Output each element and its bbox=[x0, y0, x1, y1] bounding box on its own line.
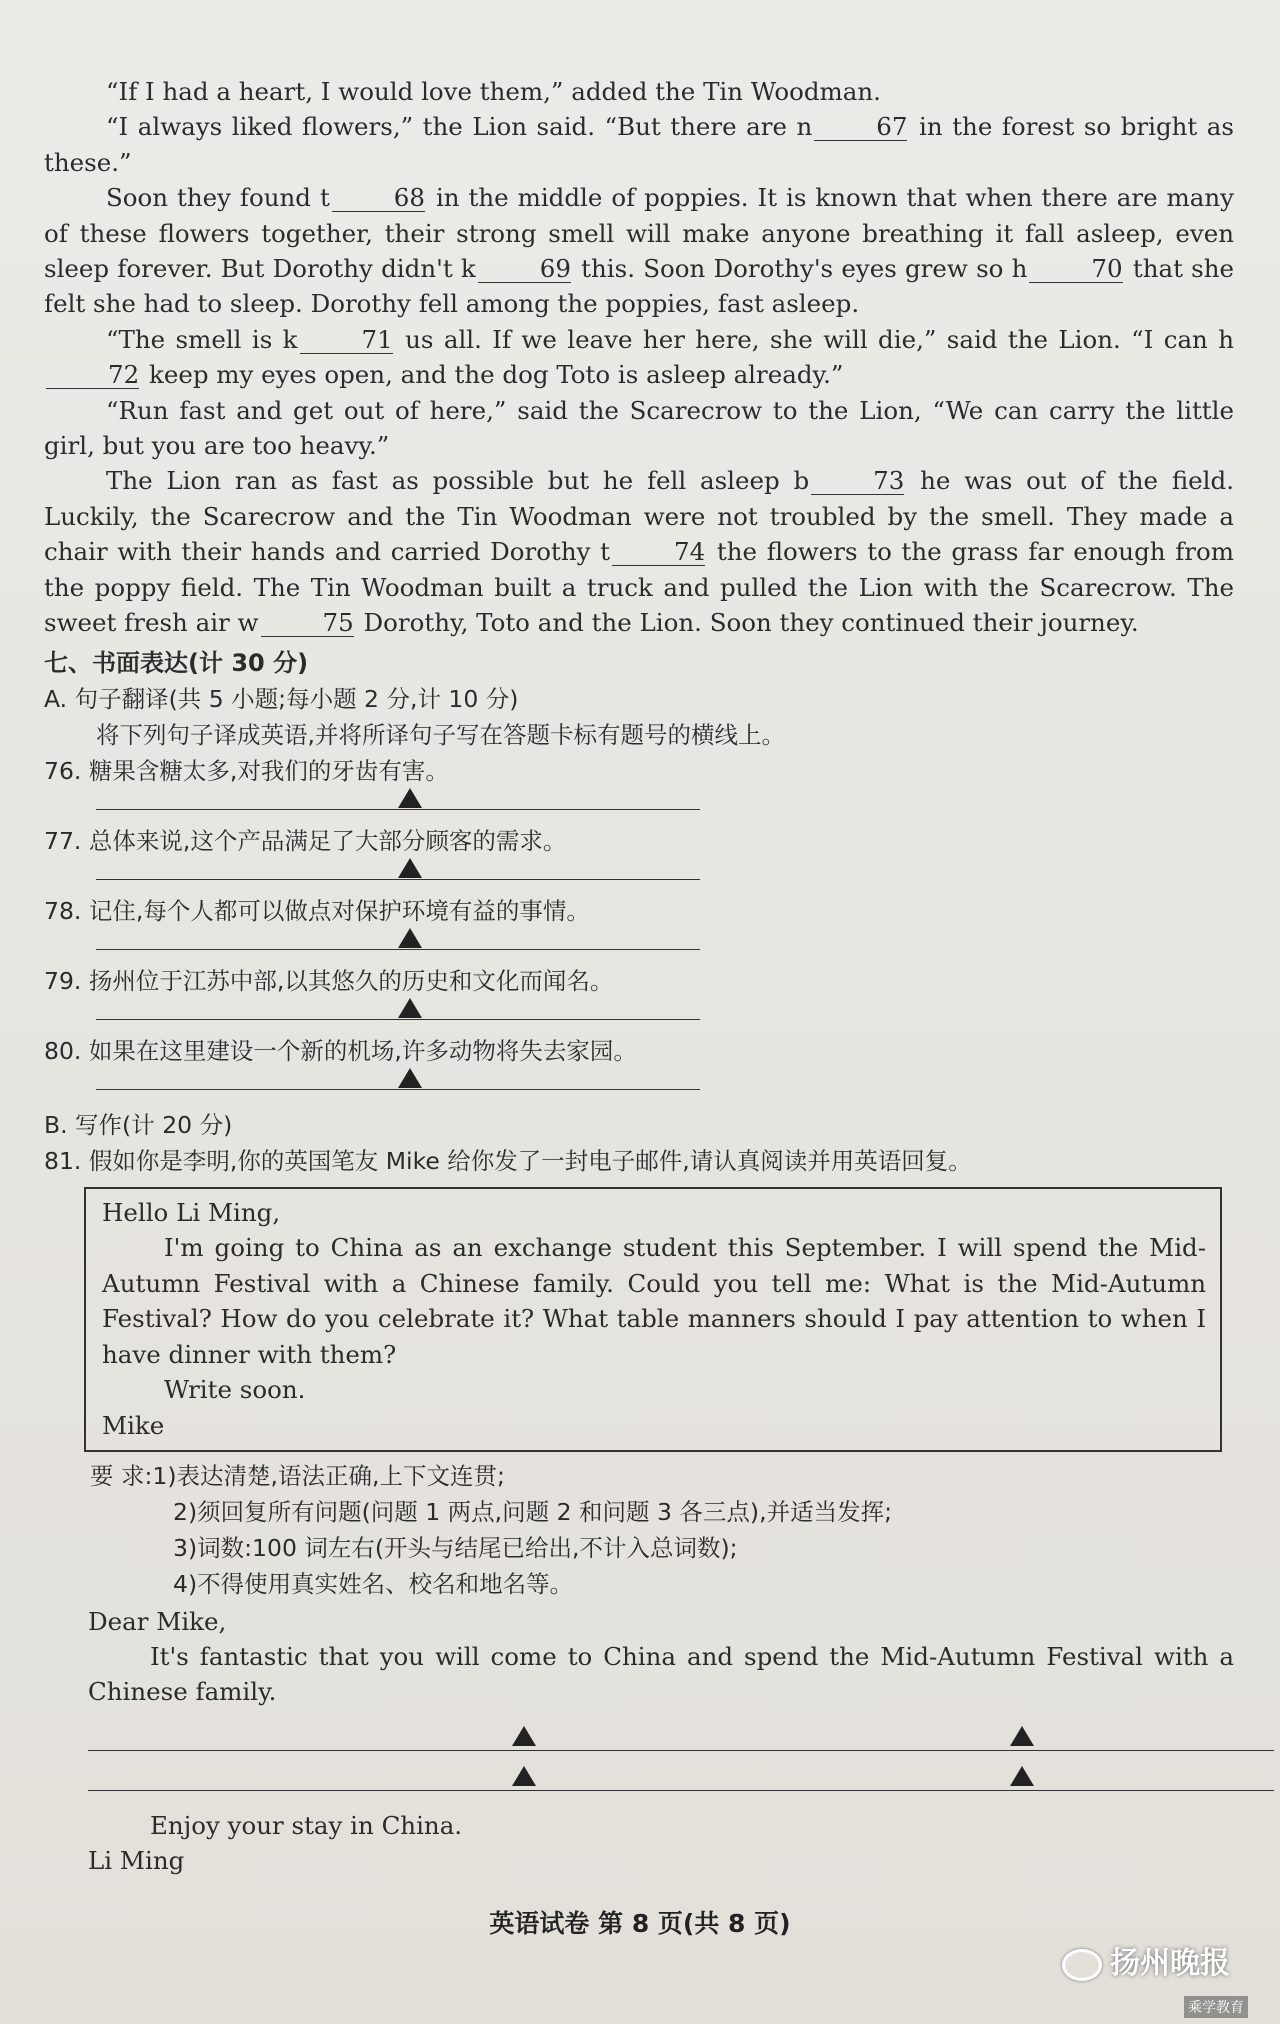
translation-item-77 bbox=[44, 823, 1234, 893]
writing-line bbox=[88, 1790, 1274, 1791]
blank-71: 71 bbox=[300, 327, 393, 354]
email-closing: Write soon. bbox=[164, 1375, 306, 1405]
watermark-name: 扬州晚报 bbox=[1110, 1946, 1230, 1981]
question-81: 81. 假如你是李明,你的英国笔友 Mike 给你发了一封电子邮件,请认真阅读并用英语回复。 bbox=[44, 1146, 972, 1175]
passage-p4 bbox=[44, 322, 1234, 393]
triangle-marker-icon bbox=[512, 1766, 536, 1786]
item-text: 扬州位于江苏中部,以其悠久的历史和文化而闻名。 bbox=[88, 966, 614, 995]
email-body: I'm going to China as an exchange student this September. I will spend the Mid-Autumn Festival with a Chinese family. Could you tell me: What is the Mid-Autumn Festival? How do you celebrate it? What table manners should I pay attention to when I have dinner with them? bbox=[102, 1233, 1206, 1369]
passage-text: “The smell is k bbox=[106, 324, 298, 354]
triangle-marker-icon bbox=[512, 1726, 536, 1746]
blank-67: 67 bbox=[814, 114, 907, 141]
passage-text: us all. If we leave her here, she will die,” said the Lion. “I can h bbox=[405, 324, 1234, 354]
item-number: 76. bbox=[44, 756, 82, 785]
translation-item-76 bbox=[44, 753, 1234, 823]
passage-p2 bbox=[44, 109, 1234, 180]
translation-item-79 bbox=[44, 963, 1234, 1033]
passage-text: in the middle of poppies. It is known that when there are many of these flowers together, their strong smell will make anyone breathing it fall asleep, even sleep forever. But Dorothy didn't k bbox=[44, 183, 1234, 284]
writing-area bbox=[44, 1716, 1234, 1808]
answer-line bbox=[96, 1019, 700, 1020]
triangle-marker-icon bbox=[398, 928, 422, 948]
blank-75: 75 bbox=[261, 610, 354, 637]
item-text: 记住,每个人都可以做点对保护环境有益的事情。 bbox=[88, 896, 590, 925]
answer-line bbox=[96, 879, 700, 880]
translation-item-78 bbox=[44, 893, 1234, 963]
requirements bbox=[44, 1458, 1234, 1602]
triangle-marker-icon bbox=[398, 788, 422, 808]
item-text: 糖果含糖太多,对我们的牙齿有害。 bbox=[88, 756, 449, 785]
passage-text: this. Soon Dorothy's eyes grew so h bbox=[581, 254, 1028, 284]
translation-item-80 bbox=[44, 1033, 1234, 1103]
passage-p1: “If I had a heart, I would love them,” added the Tin Woodman. bbox=[106, 77, 881, 106]
section-b-title: B. 写作(计 20 分) bbox=[44, 1110, 233, 1139]
wechat-icon bbox=[1062, 1949, 1102, 1981]
watermark bbox=[1062, 1938, 1230, 1982]
section-a-instructions: 将下列句子译成英语,并将所译句子写在答题卡标有题号的横线上。 bbox=[96, 720, 785, 749]
blank-68: 68 bbox=[332, 185, 425, 212]
answer-line bbox=[96, 949, 700, 950]
email-box bbox=[84, 1187, 1222, 1452]
passage-text: Dorothy, Toto and the Lion. Soon they continued their journey. bbox=[363, 608, 1139, 638]
passage-text: keep my eyes open, and the dog Toto is asleep already.” bbox=[148, 360, 844, 390]
passage-p6 bbox=[44, 463, 1234, 640]
passage-text: in the forest so bright as these.” bbox=[44, 112, 1234, 177]
item-number: 80. bbox=[44, 1036, 82, 1065]
item-text: 如果在这里建设一个新的机场,许多动物将失去家园。 bbox=[88, 1036, 637, 1065]
section-a-title: A. 句子翻译(共 5 小题;每小题 2 分,计 10 分) bbox=[44, 684, 519, 713]
item-number: 77. bbox=[44, 826, 82, 855]
answer-line bbox=[96, 809, 700, 810]
requirement-3: 3)词数:100 词左右(开头与结尾已给出,不计入总词数); bbox=[173, 1533, 738, 1562]
passage-text: he was out of the field. Luckily, the Scarecrow and the Tin Woodman were not troubled by the smell. They made a chair with their hands and carried Dorothy t bbox=[44, 466, 1234, 567]
blank-73: 73 bbox=[811, 468, 904, 495]
page-content bbox=[44, 74, 1234, 1879]
item-number: 79. bbox=[44, 966, 82, 995]
item-number: 78. bbox=[44, 896, 82, 925]
triangle-marker-icon bbox=[398, 858, 422, 878]
reply-closing: Enjoy your stay in China. bbox=[150, 1810, 463, 1840]
requirement-1: 要 求:1)表达清楚,语法正确,上下文连贯; bbox=[90, 1461, 505, 1490]
passage-text: “I always liked flowers,” the Lion said. “But there are n bbox=[106, 112, 813, 142]
page-footer: 英语试卷 第 8 页(共 8 页) bbox=[489, 1909, 791, 1938]
passage-p3 bbox=[44, 180, 1234, 322]
triangle-marker-icon bbox=[398, 998, 422, 1018]
watermark-logo: 乘学教育 bbox=[1184, 1996, 1248, 2018]
triangle-marker-icon bbox=[1010, 1766, 1034, 1786]
blank-72: 72 bbox=[46, 362, 139, 389]
passage-p5: “Run fast and get out of here,” said the Scarecrow to the Lion, “We can carry the little girl, but you are too heavy.” bbox=[44, 395, 1234, 461]
reply-greeting: Dear Mike, bbox=[88, 1606, 227, 1636]
reply-opening: It's fantastic that you will come to China and spend the Mid-Autumn Festival with a Chinese family. bbox=[88, 1642, 1234, 1707]
blank-74: 74 bbox=[612, 539, 705, 566]
triangle-marker-icon bbox=[398, 1068, 422, 1088]
passage-text: Soon they found t bbox=[106, 183, 330, 213]
blank-69: 69 bbox=[478, 256, 571, 283]
answer-line bbox=[96, 1089, 700, 1090]
passage-text: the flowers to the grass far enough from the poppy field. The Tin Woodman built a truck and pulled the Lion with the Scarecrow. The sweet fresh air w bbox=[44, 537, 1234, 638]
triangle-marker-icon bbox=[1010, 1726, 1034, 1746]
section-7-title: 七、书面表达(计 30 分) bbox=[44, 648, 309, 677]
item-text: 总体来说,这个产品满足了大部分顾客的需求。 bbox=[88, 826, 567, 855]
passage-text: The Lion ran as fast as possible but he fell asleep b bbox=[106, 466, 810, 496]
requirement-2: 2)须回复所有问题(问题 1 两点,问题 2 和问题 3 各三点),并适当发挥; bbox=[173, 1497, 892, 1526]
reply-signature: Li Ming bbox=[88, 1846, 185, 1876]
email-greeting: Hello Li Ming, bbox=[102, 1197, 281, 1227]
requirement-4: 4)不得使用真实姓名、校名和地名等。 bbox=[173, 1569, 574, 1598]
blank-70: 70 bbox=[1029, 256, 1122, 283]
email-signature: Mike bbox=[102, 1411, 165, 1441]
passage-text: that she felt she had to sleep. Dorothy fell among the poppies, fast asleep. bbox=[44, 254, 1234, 319]
writing-line bbox=[88, 1750, 1274, 1751]
